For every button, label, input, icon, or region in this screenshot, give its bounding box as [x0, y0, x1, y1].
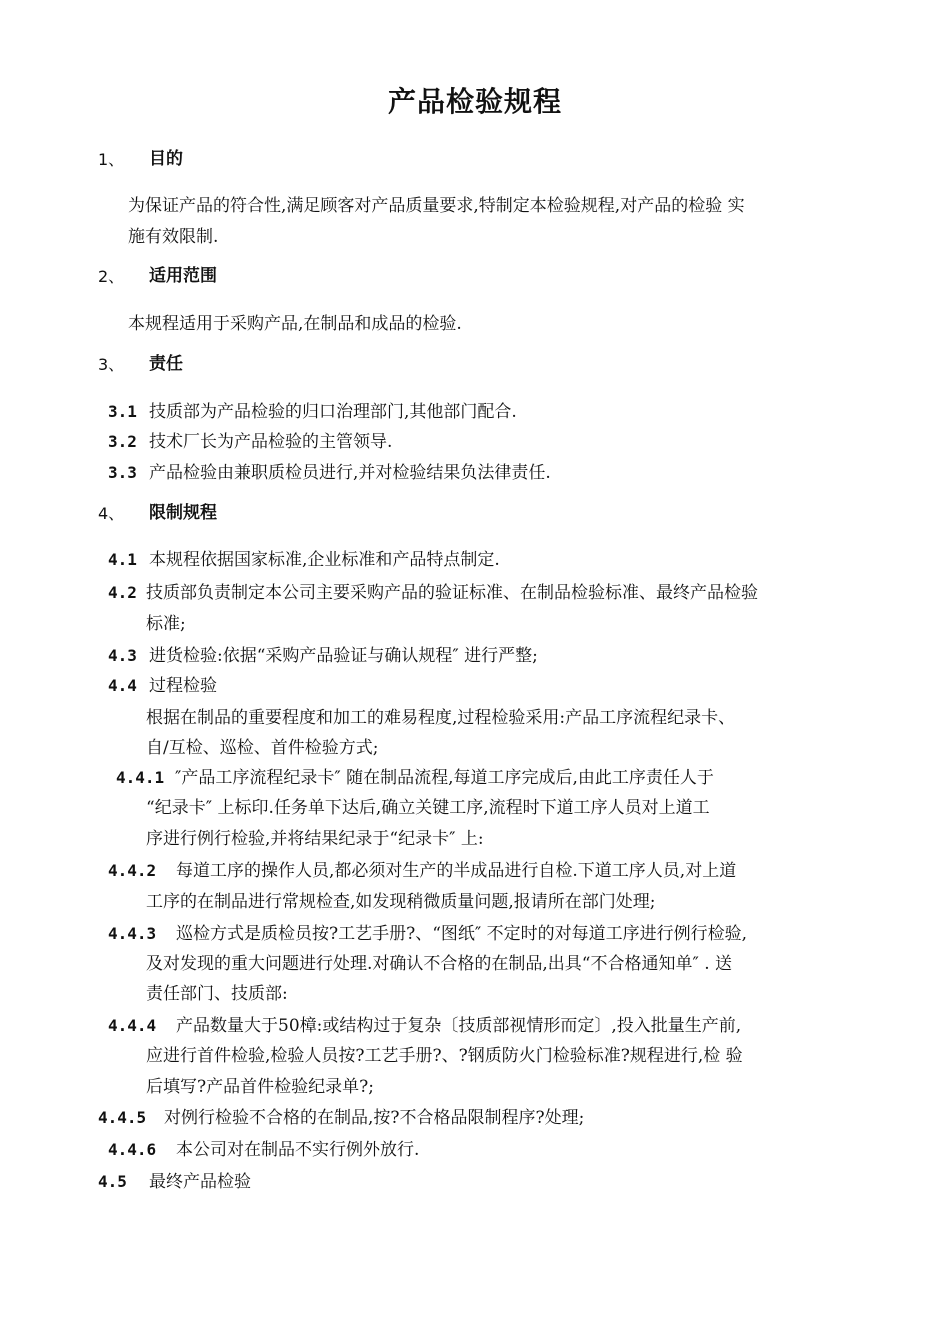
item-4-5-text: 最终产品检验 — [149, 1172, 251, 1192]
item-4-4-6-number: 4.4.6 — [108, 1140, 157, 1159]
item-4-1-text: 本规程依据国家标准,企业标准和产品特点制定. — [149, 550, 500, 570]
item-4-4-5-text: 对例行检验不合格的在制品,按?不合格品限制程序?处理; — [164, 1108, 585, 1128]
section-4-number: 4、 — [98, 504, 125, 523]
item-4-4-4-line-3: 后填写?产品首件检验纪录单?; — [146, 1077, 374, 1097]
item-3-3-text: 产品检验由兼职质检员进行,并对检验结果负法律责任. — [149, 463, 551, 483]
item-4-4-4-line-1: 产品数量大于50樟:或结构过于复杂〔技质部视情形而定〕,投入批量生产前, — [176, 1016, 742, 1036]
item-4-4-1-line-2: “纪录卡″ 上标印.任务单下达后,确立关键工序,流程时下道工序人员对上道工 — [146, 798, 710, 818]
section-3-heading: 责任 — [149, 354, 183, 374]
page-title: 产品检验规程 — [387, 85, 562, 118]
section-1-heading: 目的 — [149, 149, 183, 169]
item-4-2-line-1: 技质部负责制定本公司主要采购产品的验证标准、在制品检验标准、最终产品检验 — [146, 583, 758, 603]
item-4-5-number: 4.5 — [98, 1172, 127, 1191]
item-4-4-number: 4.4 — [108, 676, 137, 695]
item-4-4-para-line-2: 自/互检、巡检、首件检验方式; — [146, 738, 379, 758]
item-3-2-text: 技术厂长为产品检验的主管领导. — [149, 432, 393, 452]
item-4-4-2-number: 4.4.2 — [108, 861, 157, 880]
item-4-4-5-number: 4.4.5 — [98, 1108, 147, 1127]
item-4-2-number: 4.2 — [108, 583, 137, 602]
item-3-1-text: 技质部为产品检验的归口治理部门,其他部门配合. — [149, 402, 517, 422]
item-4-1-number: 4.1 — [108, 550, 137, 569]
item-3-1-number: 3.1 — [108, 402, 137, 421]
item-4-4-para-line-1: 根据在制品的重要程度和加工的难易程度,过程检验采用:产品工序流程纪录卡、 — [146, 708, 736, 728]
item-4-4-4-line-2: 应进行首件检验,检验人员按?工艺手册?、?钢质防火门检验标准?规程进行,检 验 — [146, 1046, 743, 1066]
item-4-3-text: 进货检验:依据“采购产品验证与确认规程″ 进行严整; — [149, 646, 538, 666]
item-4-4-1-line-3: 序进行例行检验,并将结果纪录于“纪录卡″ 上: — [146, 829, 484, 849]
item-4-4-1-number: 4.4.1 — [116, 768, 165, 787]
item-4-3-number: 4.3 — [108, 646, 137, 665]
section-1-para-line-2: 施有效限制. — [128, 227, 219, 247]
item-4-4-3-line-1: 巡检方式是质检员按?工艺手册?、“图纸″ 不定时的对每道工序进行例行检验, — [176, 924, 748, 944]
section-1-number: 1、 — [98, 150, 125, 169]
item-4-4-3-number: 4.4.3 — [108, 924, 157, 943]
item-4-4-2-line-1: 每道工序的操作人员,都必须对生产的半成品进行自检.下道工序人员,对上道 — [176, 861, 737, 881]
section-1-para-line-1: 为保证产品的符合性,满足顾客对产品质量要求,特制定本检验规程,对产品的检验 实 — [128, 196, 745, 216]
item-4-4-3-line-2: 及对发现的重大问题进行处理.对确认不合格的在制品,出具“不合格通知单″ . 送 — [146, 954, 733, 974]
section-3-number: 3、 — [98, 355, 125, 374]
item-4-4-text: 过程检验 — [149, 676, 217, 696]
section-2-para-line-1: 本规程适用于采购产品,在制品和成品的检验. — [128, 314, 462, 334]
item-3-3-number: 3.3 — [108, 463, 137, 482]
item-4-4-4-number: 4.4.4 — [108, 1016, 157, 1035]
section-4-heading: 限制规程 — [149, 503, 217, 523]
item-4-4-2-line-2: 工序的在制品进行常规检查,如发现稍微质量问题,报请所在部门处理; — [146, 892, 656, 912]
item-4-2-line-2: 标准; — [146, 614, 186, 634]
item-4-4-3-line-3: 责任部门、技质部: — [146, 984, 288, 1004]
section-2-number: 2、 — [98, 267, 125, 286]
item-3-2-number: 3.2 — [108, 432, 137, 451]
item-4-4-1-line-1: ″产品工序流程纪录卡″ 随在制品流程,每道工序完成后,由此工序责任人于 — [175, 768, 714, 788]
item-4-4-6-text: 本公司对在制品不实行例外放行. — [176, 1140, 420, 1160]
section-2-heading: 适用范围 — [149, 266, 217, 286]
